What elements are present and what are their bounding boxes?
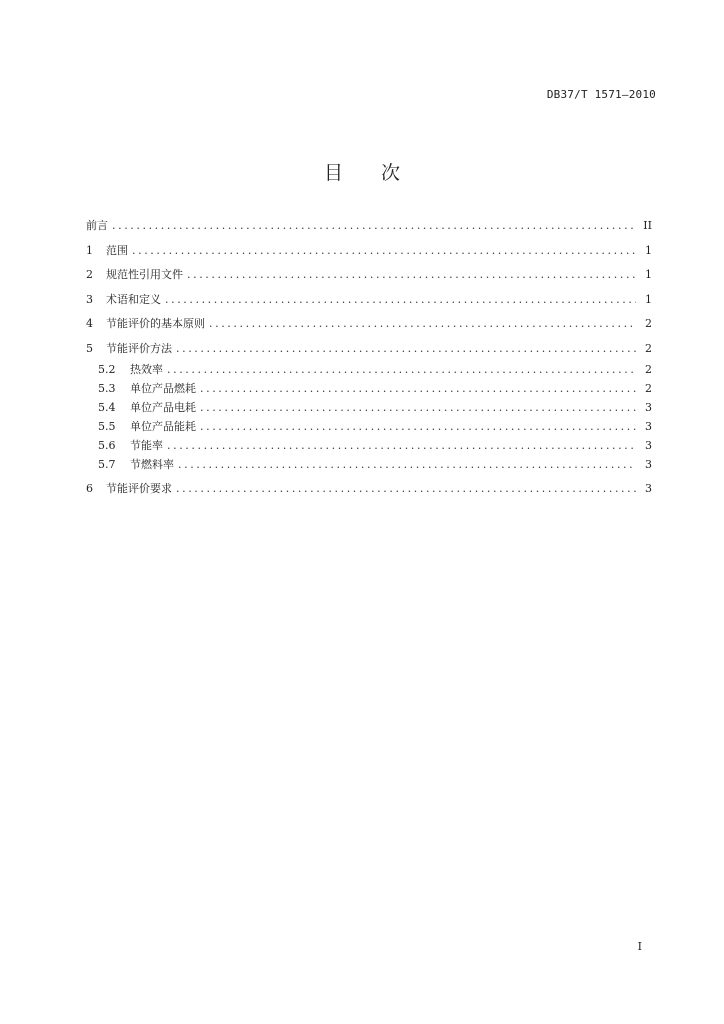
toc-entry-label: 单位产品燃耗 (130, 381, 196, 395)
toc-subentry[interactable] (86, 455, 652, 474)
page-title: 目次 (323, 162, 438, 184)
toc-entry-label: 单位产品能耗 (130, 419, 196, 433)
toc-subentry[interactable] (86, 417, 652, 436)
toc-leader-dots (165, 290, 636, 309)
toc-subentry[interactable] (86, 379, 652, 398)
toc-leader-dots (200, 417, 636, 436)
toc-entry-number: 5.3 (98, 381, 116, 395)
toc-entry-number: 5.2 (98, 362, 116, 376)
toc-entry-label: 前言 (86, 219, 108, 232)
toc-entry-page: 2 (645, 362, 652, 376)
toc-entry-number: 2 (86, 268, 93, 281)
toc-leader-dots (132, 241, 636, 260)
toc-entry-label: 范围 (106, 243, 128, 257)
toc-entry-page: 3 (645, 438, 652, 452)
toc-entry[interactable] (86, 479, 652, 498)
toc-entry-number: 1 (86, 243, 93, 257)
toc-leader-dots (112, 216, 636, 235)
toc-entry-label: 规范性引用文件 (106, 268, 183, 281)
toc-leader-dots (178, 455, 636, 474)
toc-entry[interactable] (86, 290, 652, 309)
toc-subentry[interactable] (86, 360, 652, 379)
toc-entry-page: 2 (645, 317, 652, 330)
toc-entry-page: 3 (645, 482, 652, 495)
toc-entry-page: 1 (645, 292, 652, 306)
toc-leader-dots (209, 314, 636, 333)
toc-entry-label: 节燃料率 (130, 457, 174, 471)
toc-entry[interactable] (86, 339, 652, 358)
toc-entry-label: 术语和定义 (106, 292, 161, 306)
toc-entry-label: 节能评价要求 (106, 482, 172, 495)
toc-entry-number: 4 (86, 317, 93, 330)
toc-leader-dots (200, 398, 636, 417)
toc-entry-label: 热效率 (130, 362, 163, 376)
toc-subentry[interactable] (86, 436, 652, 455)
toc-entry-number: 3 (86, 292, 93, 306)
toc-entry[interactable] (86, 314, 652, 333)
toc-entry-page: 3 (645, 400, 652, 414)
toc-leader-dots (187, 265, 636, 284)
toc-entry[interactable] (86, 265, 652, 284)
toc-entry-label: 单位产品电耗 (130, 400, 196, 414)
toc-leader-dots (176, 479, 636, 498)
table-of-contents (86, 216, 652, 504)
toc-entry-label: 节能评价方法 (106, 341, 172, 355)
document-id: DB37/T 1571—2010 (546, 88, 656, 101)
toc-entry-number: 5 (86, 341, 93, 355)
toc-entry-page: 1 (645, 243, 652, 257)
toc-entry-page: 3 (645, 457, 652, 471)
toc-leader-dots (200, 379, 636, 398)
toc-entry-number: 6 (86, 482, 93, 495)
toc-entry-label: 节能率 (130, 438, 163, 452)
toc-entry-number: 5.4 (98, 400, 116, 414)
toc-entry[interactable] (86, 241, 652, 260)
toc-entry-page: 2 (645, 381, 652, 395)
toc-entry-page: 2 (645, 341, 652, 355)
toc-entry-page: 1 (645, 268, 652, 281)
toc-entry-page: 3 (645, 419, 652, 433)
toc-entry-page: II (643, 219, 652, 232)
toc-subentry[interactable] (86, 398, 652, 417)
toc-leader-dots (176, 339, 636, 358)
toc-leader-dots (167, 360, 636, 379)
toc-entry-number: 5.6 (98, 438, 116, 452)
toc-entry-number: 5.5 (98, 419, 116, 433)
footer-page-number: I (637, 940, 642, 953)
toc-entry-label: 节能评价的基本原则 (106, 317, 205, 330)
toc-entry-number: 5.7 (98, 457, 116, 471)
toc-leader-dots (167, 436, 636, 455)
toc-entry[interactable] (86, 216, 652, 235)
